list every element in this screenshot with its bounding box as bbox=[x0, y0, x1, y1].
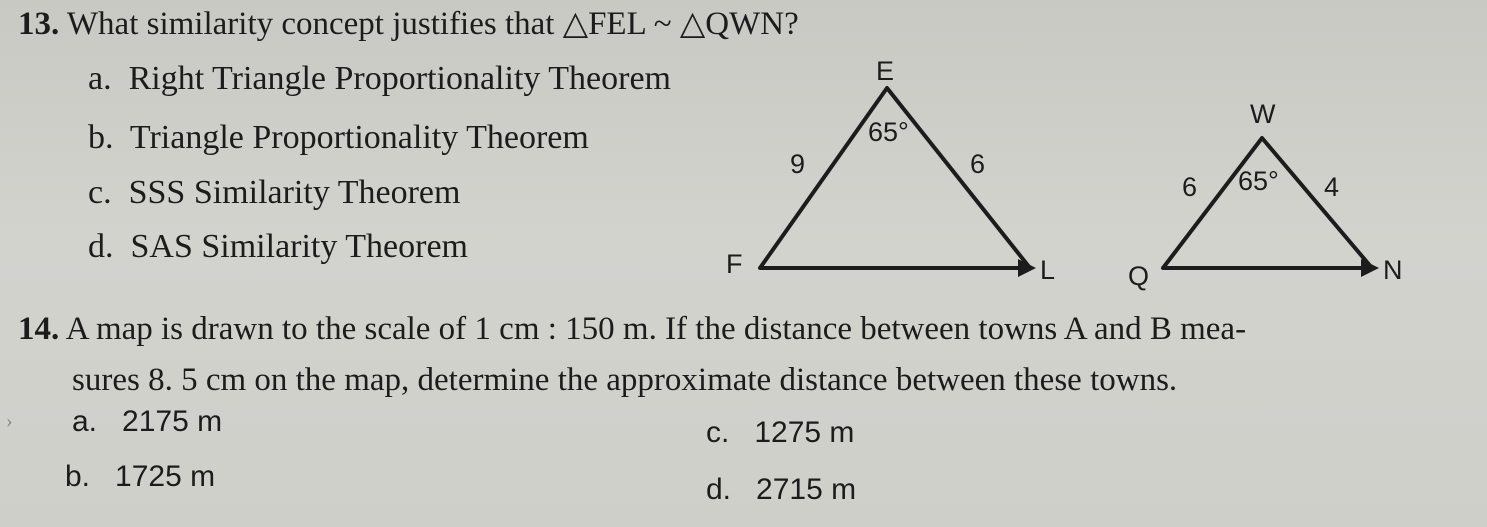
option-letter: d. bbox=[706, 473, 732, 506]
side-label-fe: 9 bbox=[790, 149, 806, 179]
option-letter: c. bbox=[706, 416, 730, 449]
angle-label-e: 65° bbox=[868, 117, 909, 147]
q14-option-a[interactable] bbox=[72, 407, 222, 437]
option-letter: c. bbox=[88, 174, 112, 211]
q13-triangle-1: △FEL bbox=[562, 6, 646, 42]
q14-stem-line1 bbox=[18, 313, 1246, 346]
option-letter: a. bbox=[72, 405, 98, 438]
triangle-qwn bbox=[1128, 99, 1403, 291]
option-text: Right Triangle Proportionality Theorem bbox=[128, 60, 671, 97]
q13-similar-symbol: ~ bbox=[653, 6, 672, 42]
vertex-label-f: F bbox=[726, 249, 743, 279]
vertex-label-q: Q bbox=[1128, 261, 1150, 291]
side-label-wn: 4 bbox=[1324, 172, 1340, 202]
vertex-label-l: L bbox=[1040, 255, 1056, 285]
arrowhead-n bbox=[1361, 259, 1379, 277]
q14-option-b[interactable] bbox=[65, 462, 215, 492]
side-label-el: 6 bbox=[970, 149, 986, 179]
option-text: SAS Similarity Theorem bbox=[130, 228, 468, 265]
vertex-label-e: E bbox=[876, 56, 895, 86]
option-text: 2715 m bbox=[756, 473, 857, 506]
q13-stem-text: What similarity concept justifies that bbox=[66, 6, 563, 42]
option-letter: b. bbox=[65, 460, 91, 493]
q14-option-c[interactable] bbox=[706, 418, 854, 448]
option-letter: b. bbox=[88, 119, 114, 156]
q13-triangle-2: △QWN? bbox=[679, 6, 799, 42]
option-text: 1725 m bbox=[115, 460, 216, 493]
option-text: 1275 m bbox=[754, 416, 855, 449]
option-letter: d. bbox=[88, 228, 114, 265]
q14-stem-text-2: sures 8. 5 cm on the map, determine the approximate distance between these towns. bbox=[72, 362, 1178, 398]
triangle-fel bbox=[726, 56, 1055, 285]
option-text: 2175 m bbox=[122, 405, 223, 438]
q14-stem-text-1: A map is drawn to the scale of 1 cm : 150 m. If the distance between towns A and B mea- bbox=[65, 311, 1247, 347]
q14-option-d[interactable] bbox=[706, 475, 856, 505]
option-letter: a. bbox=[88, 60, 112, 97]
vertex-label-n: N bbox=[1383, 255, 1403, 285]
vertex-label-w: W bbox=[1250, 99, 1276, 129]
option-text: SSS Similarity Theorem bbox=[128, 174, 461, 211]
pencil-mark: › bbox=[6, 410, 13, 432]
angle-label-w: 65° bbox=[1238, 166, 1279, 196]
option-text: Triangle Proportionality Theorem bbox=[129, 119, 589, 156]
q13-number: 13. bbox=[18, 6, 60, 42]
q14-stem-line2 bbox=[72, 364, 1177, 397]
q14-number: 14. bbox=[18, 311, 60, 347]
side-label-qw: 6 bbox=[1182, 172, 1198, 202]
triangle-qwn-outline bbox=[1163, 138, 1372, 268]
